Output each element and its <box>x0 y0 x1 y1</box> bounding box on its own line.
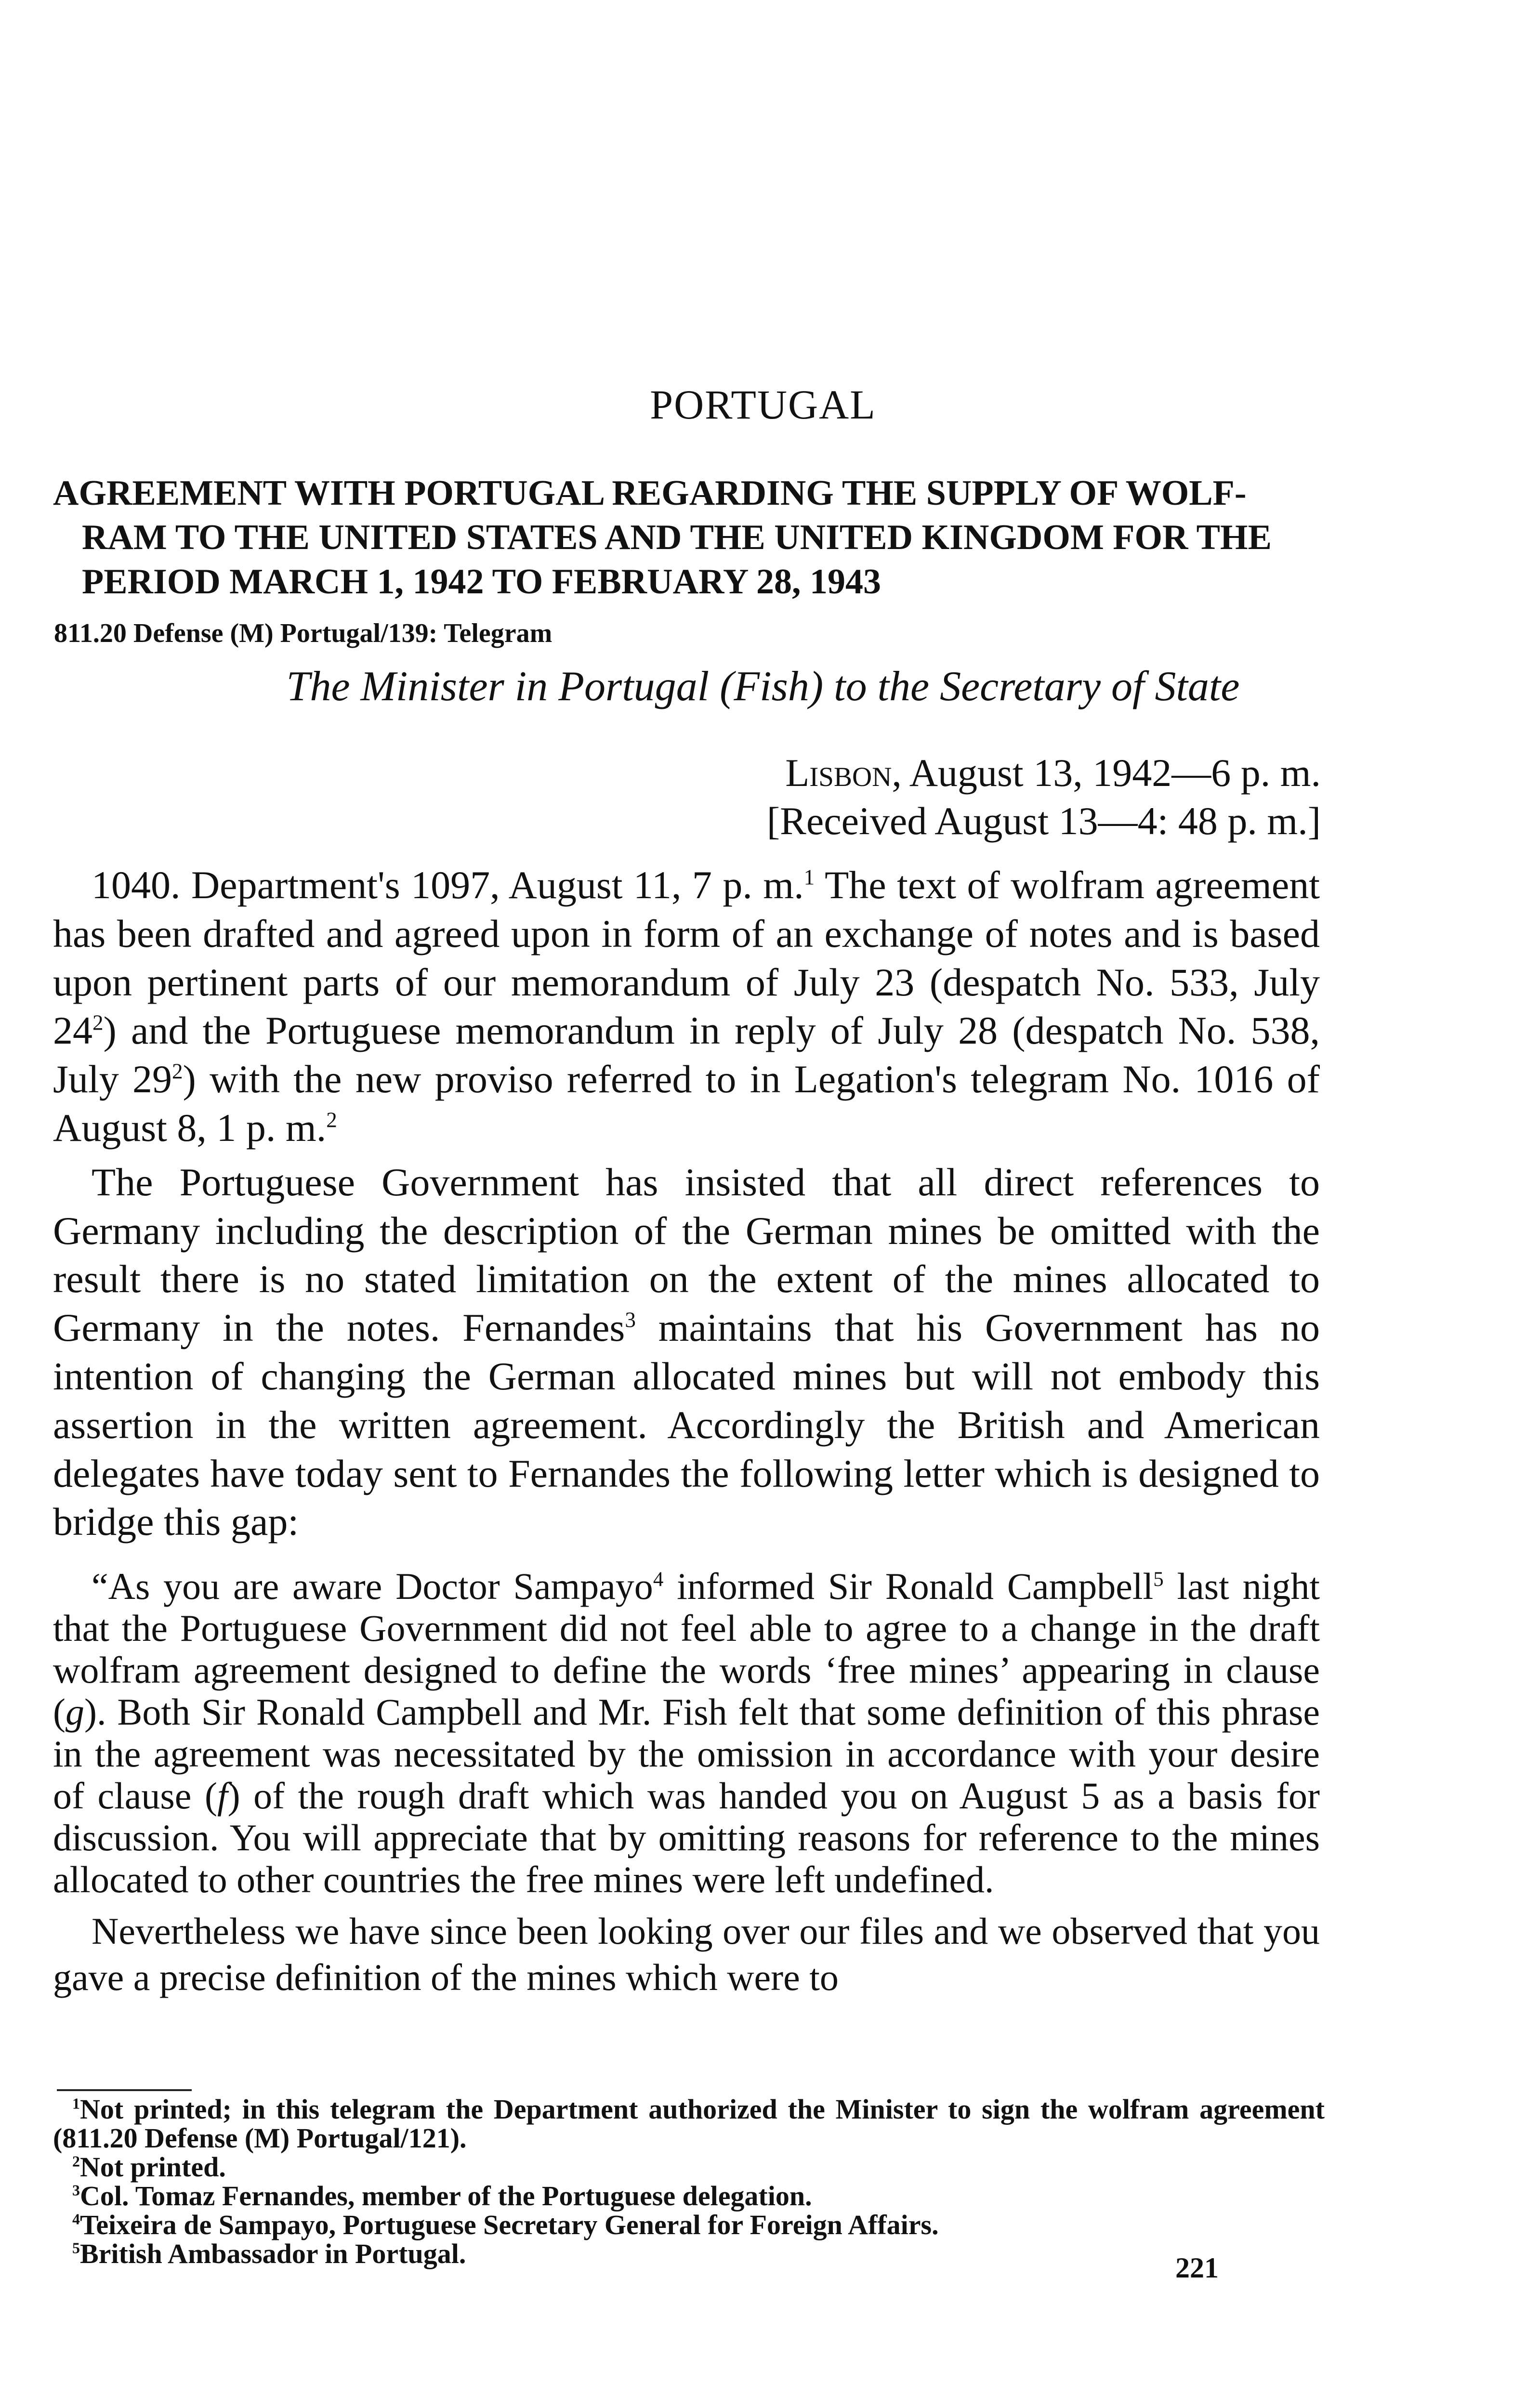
document-title: The Minister in Portugal (Fish) to the Secretary of State <box>286 663 1240 710</box>
footnote-text: Not printed; in this telegram the Department authorized the Minister to sign the wolfram agreement (811.20 Defense (M) Portugal/121). <box>53 2094 1325 2154</box>
footnote <box>53 2211 1325 2239</box>
quote-text: informed Sir Ronald Campbell <box>663 1565 1154 1607</box>
footnote <box>53 2182 1325 2211</box>
section-heading <box>53 471 1325 604</box>
footnote-number: 5 <box>72 2239 80 2257</box>
footnote-ref[interactable]: 2 <box>172 1059 183 1084</box>
footnote-number: 4 <box>72 2211 80 2228</box>
footnote-text: Teixeira de Sampayo, Portuguese Secretary General for Foreign Affairs. <box>79 2209 939 2240</box>
body-text: ) with the new proviso referred to in Legation's telegram No. 1016 of August 8, 1 p. m. <box>53 1057 1320 1150</box>
section-heading-line: RAM TO THE UNITED STATES AND THE UNITED KINGDOM FOR THE <box>82 518 1272 557</box>
body-text: The text of wolfram agreement has been drafted and agreed upon in form of an exchange of notes and is based upon pertinent parts of our memorandum of July 23 (despatch No. 533, July 24 <box>53 863 1320 1053</box>
body-text: The Portuguese Government has insisted that all direct references to Germany including the description of the German mines be omitted with the result there is no stated limitation on the extent of the mines allocated to Germany in the notes. Fernandes <box>53 1160 1320 1350</box>
footnote-ref[interactable]: 2 <box>92 1011 104 1035</box>
footnote-text: Not printed. <box>79 2151 226 2183</box>
footnote <box>53 2239 1325 2268</box>
footnote-ref[interactable]: 1 <box>803 865 815 890</box>
telegram-body <box>53 861 1320 1546</box>
quote-text: ) of the rough draft which was handed you on August 5 as a basis for discussion. You will appreciate that by omitting reasons for reference to the mines allocated to other countries the free mines were left undefined. <box>53 1775 1320 1900</box>
footnote-number: 1 <box>72 2095 80 2112</box>
body-text: ) and the Portuguese memorandum in reply of July 28 (despatch No. 538, July 29 <box>53 1008 1320 1101</box>
quote-text: last night that the Portuguese Government did not feel able to agree to a change in the draft wolfram agreement designed to define the words ‘free mines’ appearing in clause ( <box>53 1565 1320 1733</box>
dateline-sent <box>767 749 1321 797</box>
quote-paragraph: Nevertheless we have since been looking over our files and we observed that you gave a precise definition of the mines which were to <box>53 1910 1320 1998</box>
footnote-text: British Ambassador in Portugal. <box>79 2238 466 2269</box>
file-reference: 811.20 Defense (M) Portugal/139: Telegram <box>54 618 553 648</box>
quote-paragraph <box>53 1565 1320 1900</box>
footnote-ref[interactable]: 4 <box>653 1568 664 1591</box>
footnote-ref[interactable]: 3 <box>625 1308 636 1332</box>
clause-letter: g <box>65 1691 84 1733</box>
footnote-ref[interactable]: 5 <box>1153 1568 1164 1591</box>
footnote-ref[interactable]: 2 <box>326 1108 337 1132</box>
footnote <box>53 2095 1325 2153</box>
body-paragraph <box>53 1158 1320 1546</box>
footnotes <box>53 2095 1325 2268</box>
page-number: 221 <box>1175 2252 1219 2284</box>
quoted-letter <box>53 1565 1320 2001</box>
body-text: 1040. Department's 1097, August 11, 7 p. m. <box>92 863 804 907</box>
dateline-sent-time: , August 13, 1942—6 p. m. <box>892 751 1321 795</box>
quote-text: “As you are aware Doctor Sampayo <box>92 1565 653 1607</box>
dateline <box>767 749 1321 845</box>
footnote-text: Col. Tomaz Fernandes, member of the Portuguese delegation. <box>79 2180 812 2212</box>
section-heading-line: AGREEMENT WITH PORTUGAL REGARDING THE SUPPLY OF WOLF- <box>53 473 1247 513</box>
section-heading-line: PERIOD MARCH 1, 1942 TO FEBRUARY 28, 1943 <box>82 562 881 602</box>
body-paragraph <box>53 861 1320 1152</box>
footnote-number: 3 <box>72 2182 80 2199</box>
quote-text: ). Both Sir Ronald Campbell and Mr. Fish felt that some definition of this phrase in the agreement was necessitated by the omission in accordance with your desire of clause ( <box>53 1691 1320 1817</box>
footnote <box>53 2153 1325 2182</box>
footnote-divider <box>57 2089 192 2091</box>
body-text: maintains that his Government has no intention of changing the German allocated mines but will not embody this assertion in the written agreement. Accordingly the British and American delegates have today sent to Fernandes the following letter which is designed to bridge this gap: <box>53 1306 1320 1544</box>
country-heading: PORTUGAL <box>650 381 876 428</box>
dateline-place: Lisbon <box>785 751 892 795</box>
dateline-received: [Received August 13—4: 48 p. m.] <box>766 799 1321 843</box>
footnote-number: 2 <box>72 2153 80 2170</box>
clause-letter: f <box>217 1775 228 1817</box>
